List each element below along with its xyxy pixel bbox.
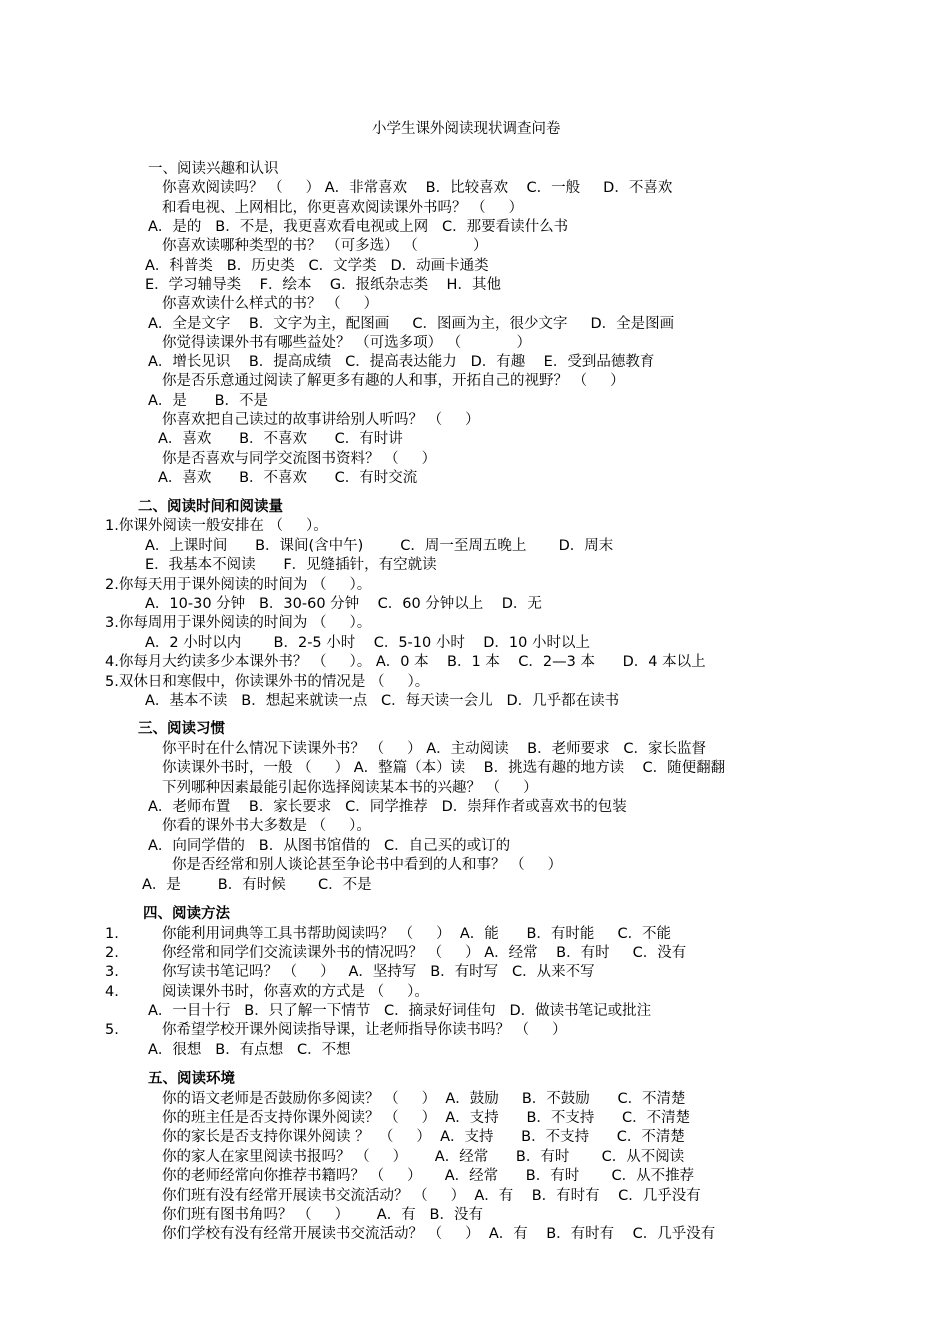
question-line: 你平时在什么情况下读课外书？ （ ） A．主动阅读 B．老师要求 C．家长监督 [162,741,707,757]
question-line: A．是 B．不是 [148,393,269,409]
question-line: 你的班主任是否支持你课外阅读？ （ ） A．支持 B．不支持 C．不清楚 [162,1110,691,1126]
question-line: 5.双休日和寒假中，你读课外书的情况是 （ ）。 [105,674,430,690]
question-line: 你们班有没有经常开展读书交流活动？ （ ） A．有 B．有时有 C．几乎没有 [162,1188,701,1204]
question-line: 你的家人在家里阅读书报吗？ （ ） A．经常 B．有时 C．从不阅读 [162,1149,685,1165]
question-line: 1. [105,926,119,942]
question-line: A．基本不读 B．想起来就读一点 C．每天读一会儿 D．几乎都在读书 [145,693,620,709]
section-heading: 四、阅读方法 [143,906,230,922]
question-line: A．喜欢 B．不喜欢 C．有时交流 [158,470,418,486]
question-line: 你是否经常和别人谈论甚至争论书中看到的人和事？ （ ） [172,857,563,873]
question-line: 你觉得读课外书有哪些益处？ （可选多项） （ ） [162,335,532,351]
question-line: A．科普类 B．历史类 C．文学类 D．动画卡通类 [145,258,489,274]
section-heading: 二、阅读时间和阅读量 [138,499,283,515]
question-line: A．10-30 分钟 B．30-60 分钟 C．60 分钟以上 D．无 [145,596,542,612]
question-line: E．我基本不阅读 F．见缝插针，有空就读 [145,557,437,573]
question-line: A．一目十行 B．只了解一下情节 C．摘录好词佳句 D．做读书笔记或批注 [148,1003,652,1019]
question-line: A．向同学借的 B．从图书馆借的 C．自己买的或订的 [148,838,511,854]
question-line: 下列哪种因素最能引起你选择阅读某本书的兴趣？ （ ） [162,780,538,796]
question-line: 3.你每周用于课外阅读的时间为 （ ）。 [105,615,372,631]
question-line: 2.你每天用于课外阅读的时间为 （ ）。 [105,577,372,593]
question-line: 你喜欢读哪种类型的书？ （可多选） （ ） [162,238,488,254]
question-line: 一、阅读兴趣和认识 [148,161,279,177]
question-line: A．喜欢 B．不喜欢 C．有时讲 [158,431,403,447]
section-heading: 三、阅读习惯 [138,721,225,737]
question-line: 2. [105,945,119,961]
question-line: 你希望学校开课外阅读指导课，让老师指导你读书吗？ （ ） [162,1022,567,1038]
question-line: 4.你每月大约读多少本课外书？ （ ）。 A．0 本 B．1 本 C．2—3 本 D．4 本以上 [105,654,706,670]
question-line: 1.你课外阅读一般安排在 （ ）。 [105,518,328,534]
question-line: A．增长见识 B．提高成绩 C．提高表达能力 D．有趣 E．受到品德教育 [148,354,655,370]
question-line: 你的老师经常向你推荐书籍吗？ （ ） A．经常 B．有时 C．从不推荐 [162,1168,695,1184]
question-line: A．是 B．有时候 C．不是 [142,877,372,893]
question-line: 阅读课外书时，你喜欢的方式是 （ ）。 [162,984,429,1000]
question-line: A．老师布置 B．家长要求 C．同学推荐 D．崇拜作者或喜欢书的包装 [148,799,627,815]
question-line: 你们学校有没有经常开展读书交流活动？ （ ） A．有 B．有时有 C．几乎没有 [162,1226,716,1242]
question-line: A．2 小时以内 B．2-5 小时 C．5-10 小时 D．10 小时以上 [145,635,590,651]
question-line: 3. [105,964,119,980]
section-heading: 五、阅读环境 [148,1071,235,1087]
question-line: 你们班有图书角吗？ （ ） A．有 B．没有 [162,1207,484,1223]
question-line: 你喜欢阅读吗？ （ ） A．非常喜欢 B．比较喜欢 C．一般 D．不喜欢 [162,180,673,196]
question-line: 你是否乐意通过阅读了解更多有趣的人和事，开拓自己的视野？ （ ） [162,373,625,389]
question-line: A．全是文字 B．文字为主，配图画 C．图画为主，很少文字 D．全是图画 [148,316,675,332]
question-line: 你喜欢读什么样式的书？ （ ） [162,296,379,312]
question-line: A．很想 B．有点想 C．不想 [148,1042,351,1058]
question-line: 你看的课外书大多数是 （ ）。 [162,818,371,834]
question-line: 你是否喜欢与同学交流图书资料？ （ ） [162,451,437,467]
question-line: A．是的 B．不是，我更喜欢看电视或上网 C．那要看读什么书 [148,219,569,235]
question-line: 你喜欢把自己读过的故事讲给别人听吗？ （ ） [162,412,480,428]
question-line: 你的家长是否支持你课外阅读 ？ （ ） A．支持 B．不支持 C．不清楚 [162,1129,685,1145]
question-line: 和看电视、上网相比，你更喜欢阅读课外书吗？ （ ） [162,200,524,216]
question-line: 你读课外书时，一般 （ ） A．整篇（本）读 B．挑选有趣的地方读 C．随便翻翻 [162,760,726,776]
question-line: 你的语文老师是否鼓励你多阅读？ （ ） A．鼓励 B．不鼓励 C．不清楚 [162,1091,686,1107]
page-title: 小学生课外阅读现状调查问卷 [372,121,561,137]
question-line: 你写读书笔记吗？ （ ） A．坚持写 B．有时写 C．从来不写 [162,964,595,980]
question-line: 你能利用词典等工具书帮助阅读吗？ （ ） A．能 B．有时能 C．不能 [162,926,672,942]
question-line: 5. [105,1022,119,1038]
question-line: A．上课时间 B．课间(含中午) C．周一至周五晚上 D．周末 [145,538,614,554]
question-line: 你经常和同学们交流读课外书的情况吗？ （ ） A．经常 B．有时 C．没有 [162,945,687,961]
question-line: 4. [105,984,119,1000]
question-line: E．学习辅导类 F．绘本 G．报纸杂志类 H．其他 [145,277,501,293]
